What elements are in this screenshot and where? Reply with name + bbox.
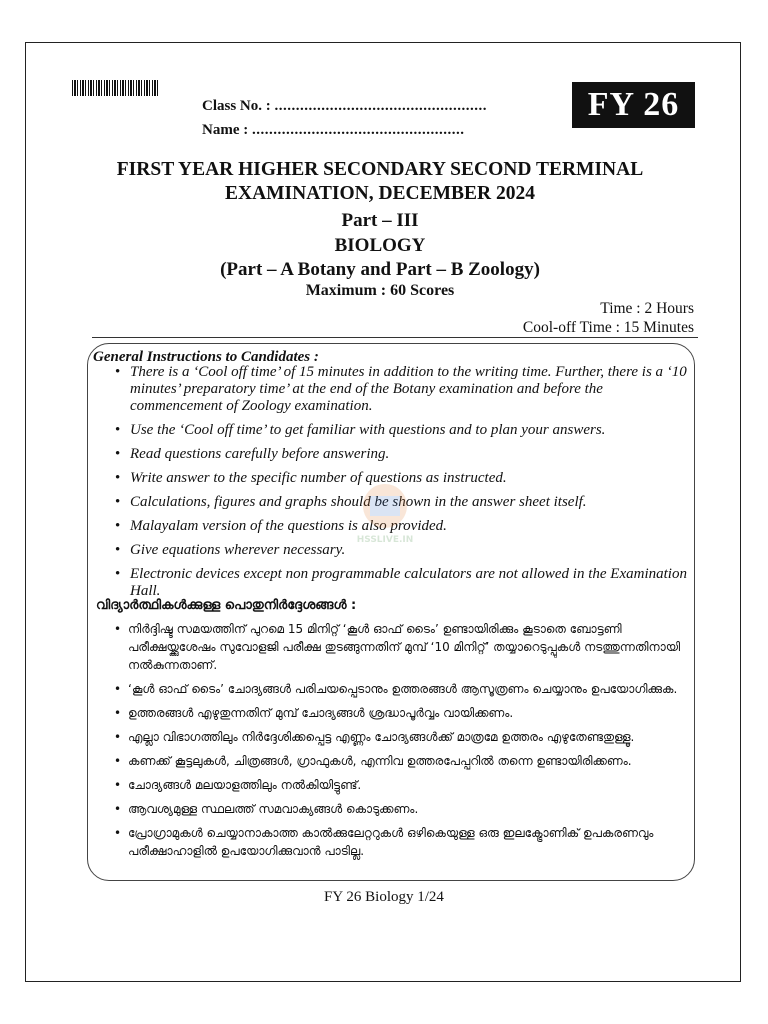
malayalam-instruction-item: • പ്രോഗ്രാമുകൾ ചെയ്യാനാകാത്ത കാൽക്കുലേറ്ററുകൾ ഒഴികെയുള്ള ഒരു ഇലക്ട്രോണിക് ഉപകരണവും പരീക്ഷാഹാളിൽ ഉപയോഗിക്കുവാൻ പാടില്ല.	[112, 824, 688, 860]
barcode	[72, 80, 158, 96]
name-field	[202, 122, 464, 139]
watermark-text: HSSLIVE.IN	[356, 535, 414, 545]
malayalam-instruction-item: • കണക്ക് കൂട്ടലുകൾ, ചിത്രങ്ങൾ, ഗ്രാഫുകൾ, എന്നിവ ഉത്തരപേപ്പറിൽ തന്നെ ഉണ്ടായിരിക്കണം.	[112, 752, 688, 770]
part-label: Part – III	[341, 210, 419, 231]
name-dots: ..................................................	[251, 122, 465, 138]
cool-off-time: Cool-off Time : 15 Minutes	[522, 319, 694, 336]
maximum-scores: Maximum : 60 Scores	[305, 282, 455, 299]
class-no-dots: ..................................................	[274, 98, 488, 114]
instruction-item: • There is a ‘Cool off time’ of 15 minutes in addition to the writing time. Further, there is a ‘10 minutes’ preparatory time’ at the end of the Botany examination and before the commencement of Zoology examination.	[112, 364, 692, 415]
instruction-item: • Use the ‘Cool off time’ to get familiar with questions and to plan your answers.	[112, 422, 692, 439]
malayalam-instructions-list	[112, 620, 688, 866]
class-no-label: Class No. :	[202, 98, 271, 114]
name-label: Name :	[202, 122, 249, 138]
exam-code-badge: FY 26	[572, 82, 695, 128]
malayalam-instruction-item: • ഉത്തരങ്ങൾ എഴുതുന്നതിന് മുമ്പ് ചോദ്യങ്ങൾ ശ്രദ്ധാപൂർവ്വം വായിക്കണം.	[112, 704, 688, 722]
malayalam-instruction-item: • ആവശ്യമുള്ള സ്ഥലത്ത് സമവാക്യങ്ങൾ കൊടുക്കണം.	[112, 800, 688, 818]
malayalam-instruction-item: • ചോദ്യങ്ങൾ മലയാളത്തിലും നൽകിയിട്ടുണ്ട്.	[112, 776, 688, 794]
malayalam-instructions-heading: വിദ്യാർത്ഥികൾക്കുള്ള പൊതുനിർദ്ദേശങ്ങൾ :	[96, 598, 357, 613]
instructions-heading: General Instructions to Candidates :	[93, 349, 319, 365]
divider	[92, 337, 698, 338]
instruction-item: • Read questions carefully before answering.	[112, 446, 692, 463]
exam-title: FIRST YEAR HIGHER SECONDARY SECOND TERMINAL EXAMINATION, DECEMBER 2024	[116, 159, 644, 204]
instruction-item: • Electronic devices except non programmable calculators are not allowed in the Examination Hall.	[112, 566, 692, 600]
instruction-item: • Write answer to the specific number of questions as instructed.	[112, 470, 692, 487]
subject-title: BIOLOGY	[334, 235, 426, 256]
class-no-field	[202, 98, 487, 115]
instruction-item: • Malayalam version of the questions is also provided.	[112, 518, 692, 535]
watermark-logo	[350, 478, 420, 548]
malayalam-instruction-item: • നിർദ്ദിഷ്ട സമയത്തിന് പുറമെ 15 മിനിറ്റ് ‘കൂൾ ഓഫ് ടൈം’ ഉണ്ടായിരിക്കും കൂടാതെ ബോട്ടണി പരീക്ഷയ്ക്കുശേഷം സുവോളജി പരീക്ഷ തുടങ്ങുന്നതിന് മുമ്പ് ‘10 മിനിറ്റ്’ തയ്യാറെടുപ്പുകൾ നടത്തുന്നതിനായി നൽകുന്നതാണ്.	[112, 620, 688, 674]
instruction-item: • Give equations wherever necessary.	[112, 542, 692, 559]
instruction-item: • Calculations, figures and graphs should be shown in the answer sheet itself.	[112, 494, 692, 511]
time-total: Time : 2 Hours	[600, 300, 694, 317]
malayalam-instruction-item: • ‘കൂൾ ഓഫ് ടൈം’ ചോദ്യങ്ങൾ പരിചയപ്പെടാനും ഉത്തരങ്ങൾ ആസൂത്രണം ചെയ്യാനും ഉപയോഗിക്കുക.	[112, 680, 688, 698]
subject-subtitle: (Part – A Botany and Part – B Zoology)	[220, 259, 540, 280]
page-footer: FY 26 Biology 1/24	[324, 889, 444, 905]
malayalam-instruction-item: • എല്ലാ വിഭാഗത്തിലും നിർദ്ദേശിക്കപ്പെട്ട എണ്ണം ചോദ്യങ്ങൾക്ക് മാത്രമേ ഉത്തരം എഴുതേണ്ടതുള്ളൂ.	[112, 728, 688, 746]
